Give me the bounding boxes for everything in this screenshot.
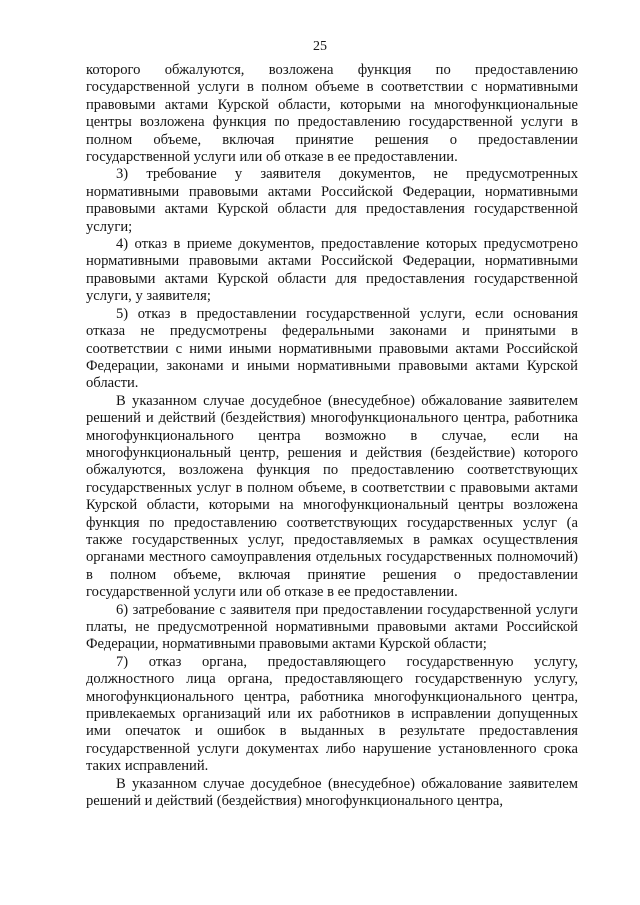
paragraph: 4) отказ в приеме документов, предоставление которых предусмотрено нормативными правовыми актами Российской Федерации, нормативными правовыми актами Курской области для предоставления государственной услуги, у заявителя; [86, 236, 578, 305]
paragraph: В указанном случае досудебное (внесудебное) обжалование заявителем решений и действий (бездействия) многофункционального центра, работника многофункционального центра возможно в случае, если на многофункциональный центр, решения и действия (бездействие) которого обжалуются, возложена функция по предоставлению соответствующих государственных услуг в полном объеме, в соответствии с правовыми актами Курской области, которыми на многофункциональный центры возложена функция по предоставлению соответствующих государственных услуг (а также государственных услуг, предоставляемых в рамках осуществления органами местного самоуправления отдельных государственных полномочий) в полном объеме, включая принятие решения о предоставлении государственной услуги или об отказе в ее предоставлении. [86, 392, 578, 601]
paragraph: 6) затребование с заявителя при предоставлении государственной услуги платы, не предусмотренной нормативными правовыми актами Российской Федерации, нормативными правовыми актами Курской области; [86, 601, 578, 653]
paragraph: которого обжалуются, возложена функция по предоставлению государственной услуги в полном объеме в соответствии с нормативными правовыми актами Курской области, которыми на многофункциональные центры возложена функция по предоставлению государственной услуги в полном объеме, включая принятие решения о предоставлении государственной услуги или об отказе в ее предоставлении. [86, 62, 578, 166]
document-body [86, 62, 578, 810]
page-number: 25 [313, 39, 327, 54]
paragraph: В указанном случае досудебное (внесудебное) обжалование заявителем решений и действий (бездействия) многофункционального центра, [86, 775, 578, 810]
paragraph: 3) требование у заявителя документов, не предусмотренных нормативными правовыми актами Российской Федерации, нормативными правовыми актами Курской области для предоставления государственной услуги; [86, 166, 578, 235]
paragraph: 7) отказ органа, предоставляющего государственную услугу, должностного лица органа, предоставляющего государственную услугу, многофункционального центра, работника многофункционального центра, привлекаемых организаций или их работников в исправлении допущенных ими опечаток и ошибок в выданных в результате предоставления государственной услуги документах либо нарушение установленного срока таких исправлений. [86, 653, 578, 775]
paragraph: 5) отказ в предоставлении государственной услуги, если основания отказа не предусмотрены федеральными законами и принятыми в соответствии с ними иными нормативными правовыми актами Российской Федерации, законами и иными нормативными правовыми актами Курской области. [86, 305, 578, 392]
